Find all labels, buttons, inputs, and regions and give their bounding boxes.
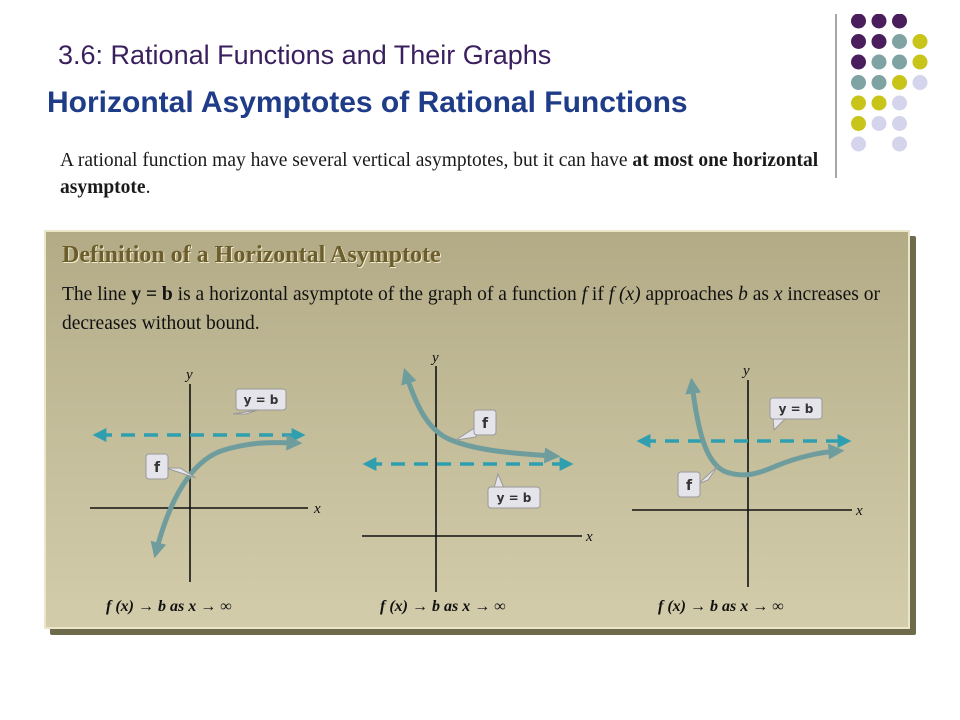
caption-rest: b as x (705, 598, 753, 615)
definition-panel (44, 230, 910, 629)
intro-bold-text: at most one horizontal asymptote (60, 150, 819, 198)
graph-1-y-label: y (186, 367, 193, 383)
intro-text: A rational function may have several vertical asymptotes, but it can have (60, 150, 633, 171)
definition-heading: Definition of a Horizontal Asymptote (62, 242, 441, 268)
caption-infinity: ∞ (494, 598, 506, 615)
def-text-part: increases or decreases without bound. (62, 284, 880, 334)
decorative-dot (892, 14, 907, 29)
decorative-dot (872, 14, 887, 29)
graph-2-function-callout-label: f (481, 416, 489, 432)
caption-infinity: ∞ (220, 598, 232, 615)
graph-3-x-label: x (856, 503, 863, 519)
page-title: 3.6: Rational Functions and Their Graphs (58, 40, 552, 70)
graph-2-asymptote-callout (488, 474, 540, 508)
def-x-symbol: x (773, 284, 783, 305)
graph-3-asymptote-callout (770, 398, 822, 430)
graph-1-function-callout-label: f (153, 460, 161, 476)
graph-3-y-label: y (743, 363, 750, 379)
def-text-part: as (747, 284, 774, 305)
decorative-dot (892, 116, 907, 131)
decorative-dot (892, 137, 907, 152)
caption-rest: b as x (153, 598, 201, 615)
graph-2-x-label: x (586, 529, 593, 545)
caption-arrow: → (411, 598, 428, 615)
graph-1-caption (106, 598, 232, 616)
graph-2 (362, 350, 593, 592)
graph-3 (632, 363, 863, 587)
page-subtitle: Horizontal Asymptotes of Rational Functions (47, 86, 688, 119)
caption-arrow: → (137, 598, 154, 615)
def-text-part: approaches (640, 284, 739, 305)
decorative-dot (892, 55, 907, 70)
graph-1-asymptote-callout-label: y = b (243, 393, 279, 407)
graph-1-function-callout (146, 454, 196, 479)
def-text-part: if (587, 284, 609, 305)
graph-1-asymptote-callout (233, 389, 286, 414)
caption-arrow: → (689, 598, 706, 615)
decorative-dot (851, 75, 866, 90)
graph-1 (90, 367, 321, 582)
caption-arrow: → (200, 598, 217, 615)
decorative-dot (851, 34, 866, 49)
def-b-symbol: b (738, 284, 748, 305)
caption-infinity: ∞ (772, 598, 784, 615)
graph-2-y-label: y (432, 350, 439, 366)
decorative-dot (872, 55, 887, 70)
intro-paragraph (60, 147, 820, 201)
caption-fx: f (x) (658, 598, 686, 615)
graph-2-function-callout (456, 410, 496, 440)
decorative-dot (872, 96, 887, 111)
graph-3-function-callout (678, 466, 718, 497)
decorative-dot (851, 96, 866, 111)
def-function-expression: f (x) (608, 284, 641, 305)
graph-1-x-label: x (314, 501, 321, 517)
graph-3-function-callout-label: f (685, 478, 693, 494)
intro-period: . (145, 177, 151, 198)
graph-2-asymptote-callout-label: y = b (496, 491, 532, 505)
decorative-dot (872, 75, 887, 90)
caption-fx: f (x) (106, 598, 134, 615)
caption-fx: f (x) (380, 598, 408, 615)
decorative-dot (851, 14, 866, 29)
decorative-dot (892, 96, 907, 111)
caption-rest: b as x (427, 598, 475, 615)
graph-3-asymptote-callout-label: y = b (778, 402, 814, 416)
def-function-symbol: f (581, 284, 588, 305)
graph-2-caption (380, 598, 506, 616)
def-text-part: is a horizontal asymptote of the graph of a function (172, 284, 582, 305)
graph-1-function-curve (153, 443, 296, 552)
caption-arrow: → (752, 598, 769, 615)
def-text-part: The line (62, 284, 132, 305)
decorative-dot-grid (832, 14, 960, 184)
graph-3-caption (658, 598, 784, 616)
asymptote-graphs (46, 232, 908, 627)
decorative-dot (892, 75, 907, 90)
decorative-dot (851, 116, 866, 131)
def-equation: y = b (131, 284, 173, 305)
decorative-dot (913, 75, 928, 90)
decorative-dot (892, 34, 907, 49)
decorative-dot (851, 55, 866, 70)
decorative-dot (913, 34, 928, 49)
decorative-dot (913, 55, 928, 70)
decorative-dot (851, 137, 866, 152)
decorative-dot (872, 116, 887, 131)
decorative-dot (872, 34, 887, 49)
caption-arrow: → (474, 598, 491, 615)
